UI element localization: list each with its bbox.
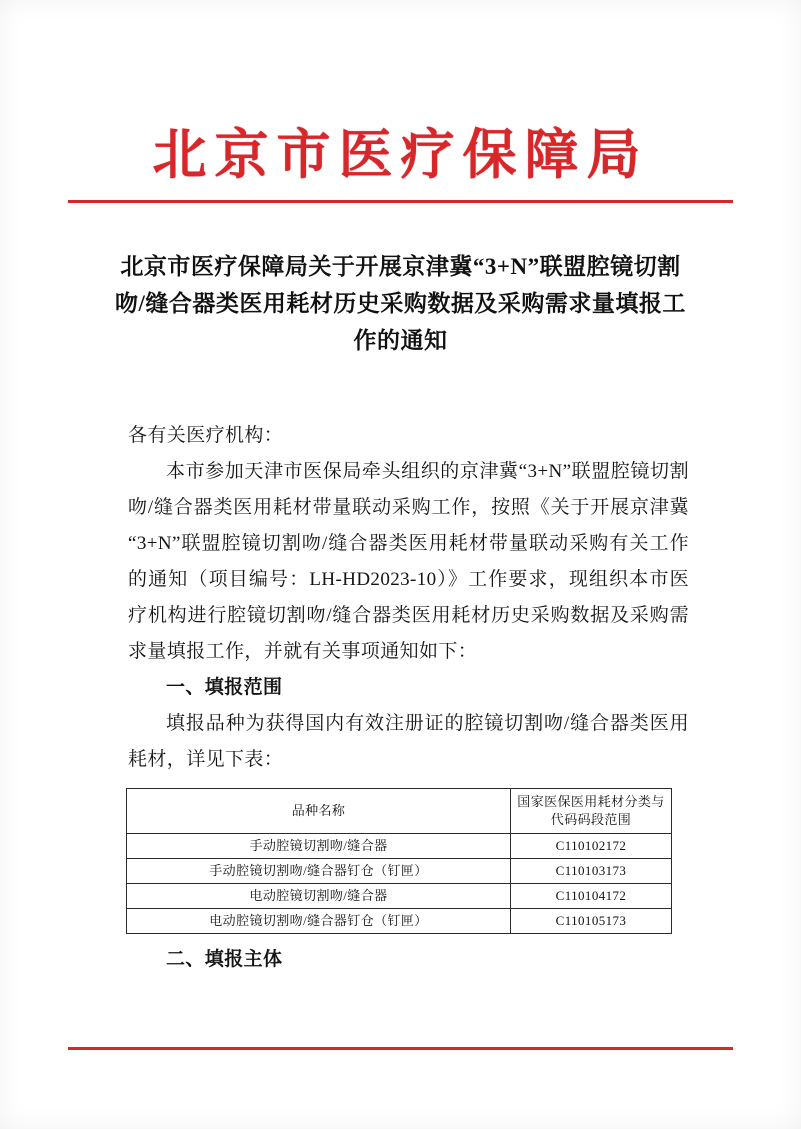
document-title: 北京市医疗保障局关于开展京津冀“3+N”联盟腔镜切割吻/缝合器类医用耗材历史采购数据及采购需求量填报工作的通知 xyxy=(115,254,686,353)
table-cell-code: C110103173 xyxy=(511,859,672,884)
header-red-rule xyxy=(68,200,733,203)
intro-paragraph: 本市参加天津市医保局牵头组织的京津冀“3+N”联盟腔镜切割吻/缝合器类医用耗材带量联动采购工作，按照《关于开展京津冀“3+N”联盟腔镜切割吻/缝合器类医用耗材带量联动采购有关工作的通知（项目编号：LH-HD2023-10）》工作要求，现组织本市医疗机构进行腔镜切割吻/缝合器类医用耗材历史采购数据及采购需求量填报工作，并就有关事项通知如下： xyxy=(128,461,689,662)
section-scope-lead: 填报品种为获得国内有效注册证的腔镜切割吻/缝合器类医用耗材，详见下表： xyxy=(128,713,689,770)
table-row xyxy=(127,909,672,934)
table-cell-code: C110102172 xyxy=(511,834,672,859)
table-cell-name: 手动腔镜切割吻/缝合器 xyxy=(127,834,511,859)
document-body xyxy=(128,418,689,978)
table-header-row xyxy=(127,789,672,834)
table-cell-code: C110105173 xyxy=(511,909,672,934)
salutation: 各有关医疗机构： xyxy=(128,425,284,446)
section-heading-scope: 一、填报范围 xyxy=(166,677,283,698)
table-header-cell: 国家医保医用耗材分类与代码码段范围 xyxy=(511,789,672,834)
goods-table-wrapper xyxy=(126,788,689,934)
goods-table xyxy=(126,788,672,934)
table-cell-code: C110104172 xyxy=(511,884,672,909)
table-cell-name: 手动腔镜切割吻/缝合器钉仓（钉匣） xyxy=(127,859,511,884)
table-row xyxy=(127,884,672,909)
table-cell-name: 电动腔镜切割吻/缝合器 xyxy=(127,884,511,909)
table-header-cell: 品种名称 xyxy=(127,789,511,834)
section-heading-subject: 二、填报主体 xyxy=(166,949,283,970)
table-cell-name: 电动腔镜切割吻/缝合器钉仓（钉匣） xyxy=(127,909,511,934)
masthead-title: 北京市医疗保障局 xyxy=(152,122,649,186)
table-row xyxy=(127,834,672,859)
footer-red-rule xyxy=(68,1047,733,1050)
table-row xyxy=(127,859,672,884)
